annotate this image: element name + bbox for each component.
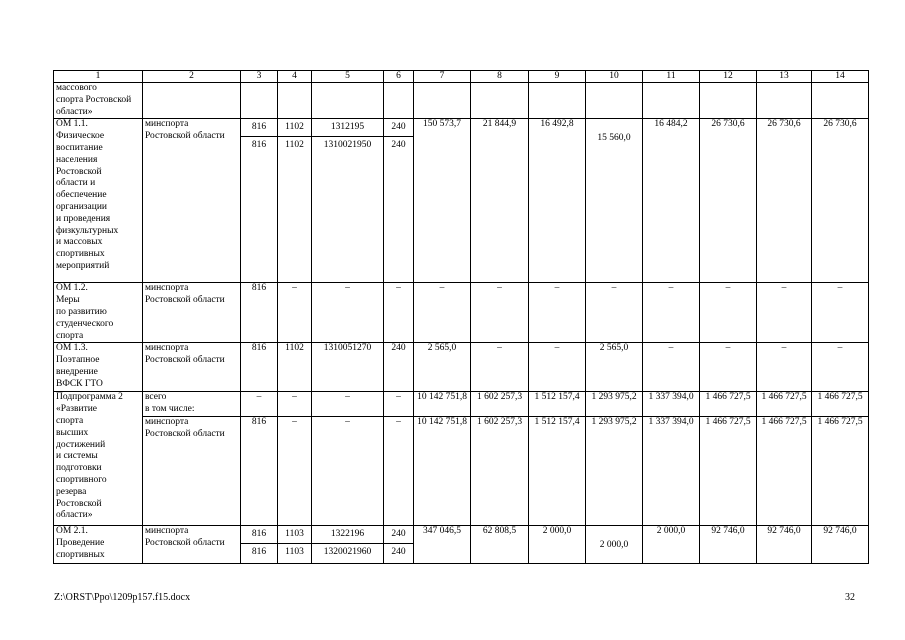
header-cell: 14 [812,71,869,83]
cell-text-line: минспорта [145,343,189,354]
dash-cell: – [586,283,643,343]
executor [143,119,241,283]
cell-text-line: спорта [56,415,84,426]
amount-year: 1 337 394,0 [643,392,700,417]
cell-text-line: достижений [56,439,106,450]
csr-code: 1310051270 [312,343,384,392]
cell-text-line: обеспечение [56,190,107,201]
table-row-om-2-1 [54,525,869,563]
cell-text-line: области» [56,106,93,117]
cell-text-line: ОМ 1.1. [56,119,88,130]
executor [143,283,241,343]
cell-text-line: Ростовской области [145,537,225,548]
budget-table [53,70,869,564]
amount-year: 15 560,0 [586,119,643,283]
cell-text-line: по развитию [56,306,107,317]
cell-text-line: минспорта [145,416,189,427]
header-cell: 9 [529,71,586,83]
dash-cell: – [312,283,384,343]
amount-total: 2 565,0 [414,343,471,392]
vr-code: – [384,392,414,417]
executor [143,343,241,392]
footer-page-number: 32 [845,592,855,603]
subprogram-name [54,392,143,526]
table-row-om-1-3 [54,343,869,392]
amount-year: 1 466 727,5 [700,416,757,525]
cell-text-line: мероприятий [56,260,110,271]
dash-cell: – [812,283,869,343]
header-cell: 10 [586,71,643,83]
amount-year: 92 746,0 [700,525,757,563]
amount-year: 1 466 727,5 [812,392,869,417]
cell-text-line: спорта [56,330,84,341]
amount-year: 62 808,5 [471,525,529,563]
executor [143,525,241,563]
rzpr-code: 1103 [278,526,311,544]
rzpr-code: – [278,416,312,525]
vr-code: 240 [391,546,406,557]
vr-code: 240 [384,526,413,544]
cell-text-line: Ростовской [56,498,102,509]
vr-code: 240 [384,119,413,137]
cell-text-line: ОМ 1.2. [56,283,88,294]
grbs-cell [241,525,278,563]
cell-text-line: области» [56,510,93,521]
table-row-subprogram-2-total [54,392,869,417]
rzpr-code: – [278,392,312,417]
amount-year: 2 000,0 [586,525,643,563]
table-row-om-1-2 [54,283,869,343]
amount-year: 26 730,6 [812,119,869,283]
footer-file-path: Z:\ORST\Ppo\1209p157.f15.docx [54,592,191,603]
amount-year: – [643,343,700,392]
amount-year: – [700,343,757,392]
amount-year: – [812,343,869,392]
vr-code: 240 [384,343,414,392]
cell-text-line: области и [56,178,96,189]
cell-text-line: минспорта [145,525,189,536]
table-row-continuation [54,83,869,119]
csr-code: 1322196 [312,526,383,544]
cell-text-line: резерва [56,486,87,497]
grbs-cell [241,119,278,283]
event-name [54,119,143,283]
amount-year: 1 293 975,2 [586,416,643,525]
cell-text-line: минспорта [145,283,189,294]
cell-text-line: ОМ 2.1. [56,525,88,536]
dash-cell: – [529,283,586,343]
amount-year: 1 512 157,4 [529,416,586,525]
header-cell: 7 [414,71,471,83]
header-cell: 8 [471,71,529,83]
cell-text-line: Ростовской области [145,428,225,439]
rzpr-code: 1103 [285,546,304,557]
grbs-code: – [241,392,278,417]
grbs-code: 816 [251,546,267,557]
event-name [54,525,143,563]
cell-text-line: Поэтапное [56,355,100,366]
amount-total: 347 046,5 [414,525,471,563]
cell-text-line: Подпрограмма 2 [56,392,123,403]
rzpr-code: 1102 [278,119,311,137]
cell-text-line: массового [56,83,97,93]
cell-text-line: Проведение [56,537,105,548]
dash-cell: – [384,283,414,343]
amount-year: 1 602 257,3 [471,416,529,525]
amount-year: 16 492,8 [529,119,586,283]
amount-year: 16 484,2 [643,119,700,283]
cell-text-line: в том числе: [145,404,195,415]
header-cell: 3 [241,71,278,83]
csr-code: – [312,416,384,525]
grbs-code: 816 [241,416,278,525]
amount-year: – [757,343,812,392]
cell-text-line: Ростовской области [145,355,225,366]
grbs-code: 816 [241,119,277,137]
cell-text-line: «Развитие [56,404,98,415]
cell-text-line: высших [56,427,89,438]
header-cell: 2 [143,71,241,83]
csr-code: 1312195 [312,119,383,137]
cell-text-line: всего [145,392,167,403]
cell-text-line: ОМ 1.3. [56,343,88,354]
dash-cell: – [278,283,312,343]
cell-text-line: населения [56,154,98,165]
amount-year: 26 730,6 [700,119,757,283]
cell-text-line: воспитание [56,142,103,153]
vr-cell [384,525,414,563]
amount-year: – [529,343,586,392]
amount-year: 2 000,0 [529,525,586,563]
cell-text-line: Ростовской области [145,295,225,306]
cell-text-line: спорта Ростовской [56,94,132,105]
header-cell: 6 [384,71,414,83]
amount-year: 1 293 975,2 [586,392,643,417]
grbs-code: 816 [251,140,267,151]
table-row-om-1-1 [54,119,869,283]
cell-text-line: спортивных [56,249,105,260]
grbs-code: 816 [241,343,278,392]
vr-code: 240 [391,140,406,151]
rzpr-code: 1102 [285,140,304,151]
rzpr-code: 1102 [278,343,312,392]
amount-year: 2 000,0 [643,525,700,563]
cell-text-line: подготовки [56,463,102,474]
executor [143,392,241,417]
dash-cell: – [700,283,757,343]
cell-text-line: студенческого [56,318,114,329]
dash-cell: – [414,283,471,343]
cell-text-line: ВФСК ГТО [56,378,103,389]
amount-year: 1 466 727,5 [812,416,869,525]
amount-year: 2 565,0 [586,343,643,392]
cell-text-line: спортивных [56,549,105,560]
cell-text-line: спортивного [56,474,107,485]
event-name [54,343,143,392]
dash-cell: – [643,283,700,343]
cell-text-line: и массовых [56,237,103,248]
cell-text-line: внедрение [56,366,98,377]
cell-text-line: Ростовской области [145,131,225,142]
grbs-code: 816 [241,283,278,343]
amount-year: 1 466 727,5 [757,392,812,417]
dash-cell: – [471,283,529,343]
cell-text-line: минспорта [145,119,189,130]
header-cell: 12 [700,71,757,83]
grbs-code: 816 [241,526,277,544]
cell-text-line: и системы [56,451,98,462]
amount-year: 1 602 257,3 [471,392,529,417]
amount-total: 10 142 751,8 [414,416,471,525]
cell-text-line: Ростовской [56,166,102,177]
executor [143,416,241,525]
csr-code: 1320021960 [323,546,372,557]
event-name [54,283,143,343]
csr-cell [312,119,384,283]
amount-year: 1 337 394,0 [643,416,700,525]
program-name [54,83,143,119]
cell-text-line: Меры [56,295,80,306]
cell-text-line: и проведения [56,213,111,224]
header-cell: 1 [54,71,143,83]
rz-cell [278,525,312,563]
header-cell: 11 [643,71,700,83]
cell-text-line: организации [56,201,108,212]
amount-year: 26 730,6 [757,119,812,283]
amount-total: 150 573,7 [414,119,471,283]
cell-text-line: Физическое [56,131,105,142]
header-cell: 13 [757,71,812,83]
header-cell: 5 [312,71,384,83]
header-cell: 4 [278,71,312,83]
csr-code: – [312,392,384,417]
amount-year: 1 466 727,5 [700,392,757,417]
amount-year: 92 746,0 [757,525,812,563]
amount-year: 1 466 727,5 [757,416,812,525]
cell-text-line: физкультурных [56,225,119,236]
amount-total: 10 142 751,8 [414,392,471,417]
header-row [54,71,869,83]
table-row-subprogram-2-ministry [54,416,869,525]
vr-code: – [384,416,414,525]
dash-cell: – [757,283,812,343]
amount-year: – [471,343,529,392]
amount-year: 92 746,0 [812,525,869,563]
rz-cell [278,119,312,283]
amount-year: 1 512 157,4 [529,392,586,417]
amount-year: 21 844,9 [471,119,529,283]
vr-cell [384,119,414,283]
csr-code: 1310021950 [323,140,372,151]
csr-cell [312,525,384,563]
